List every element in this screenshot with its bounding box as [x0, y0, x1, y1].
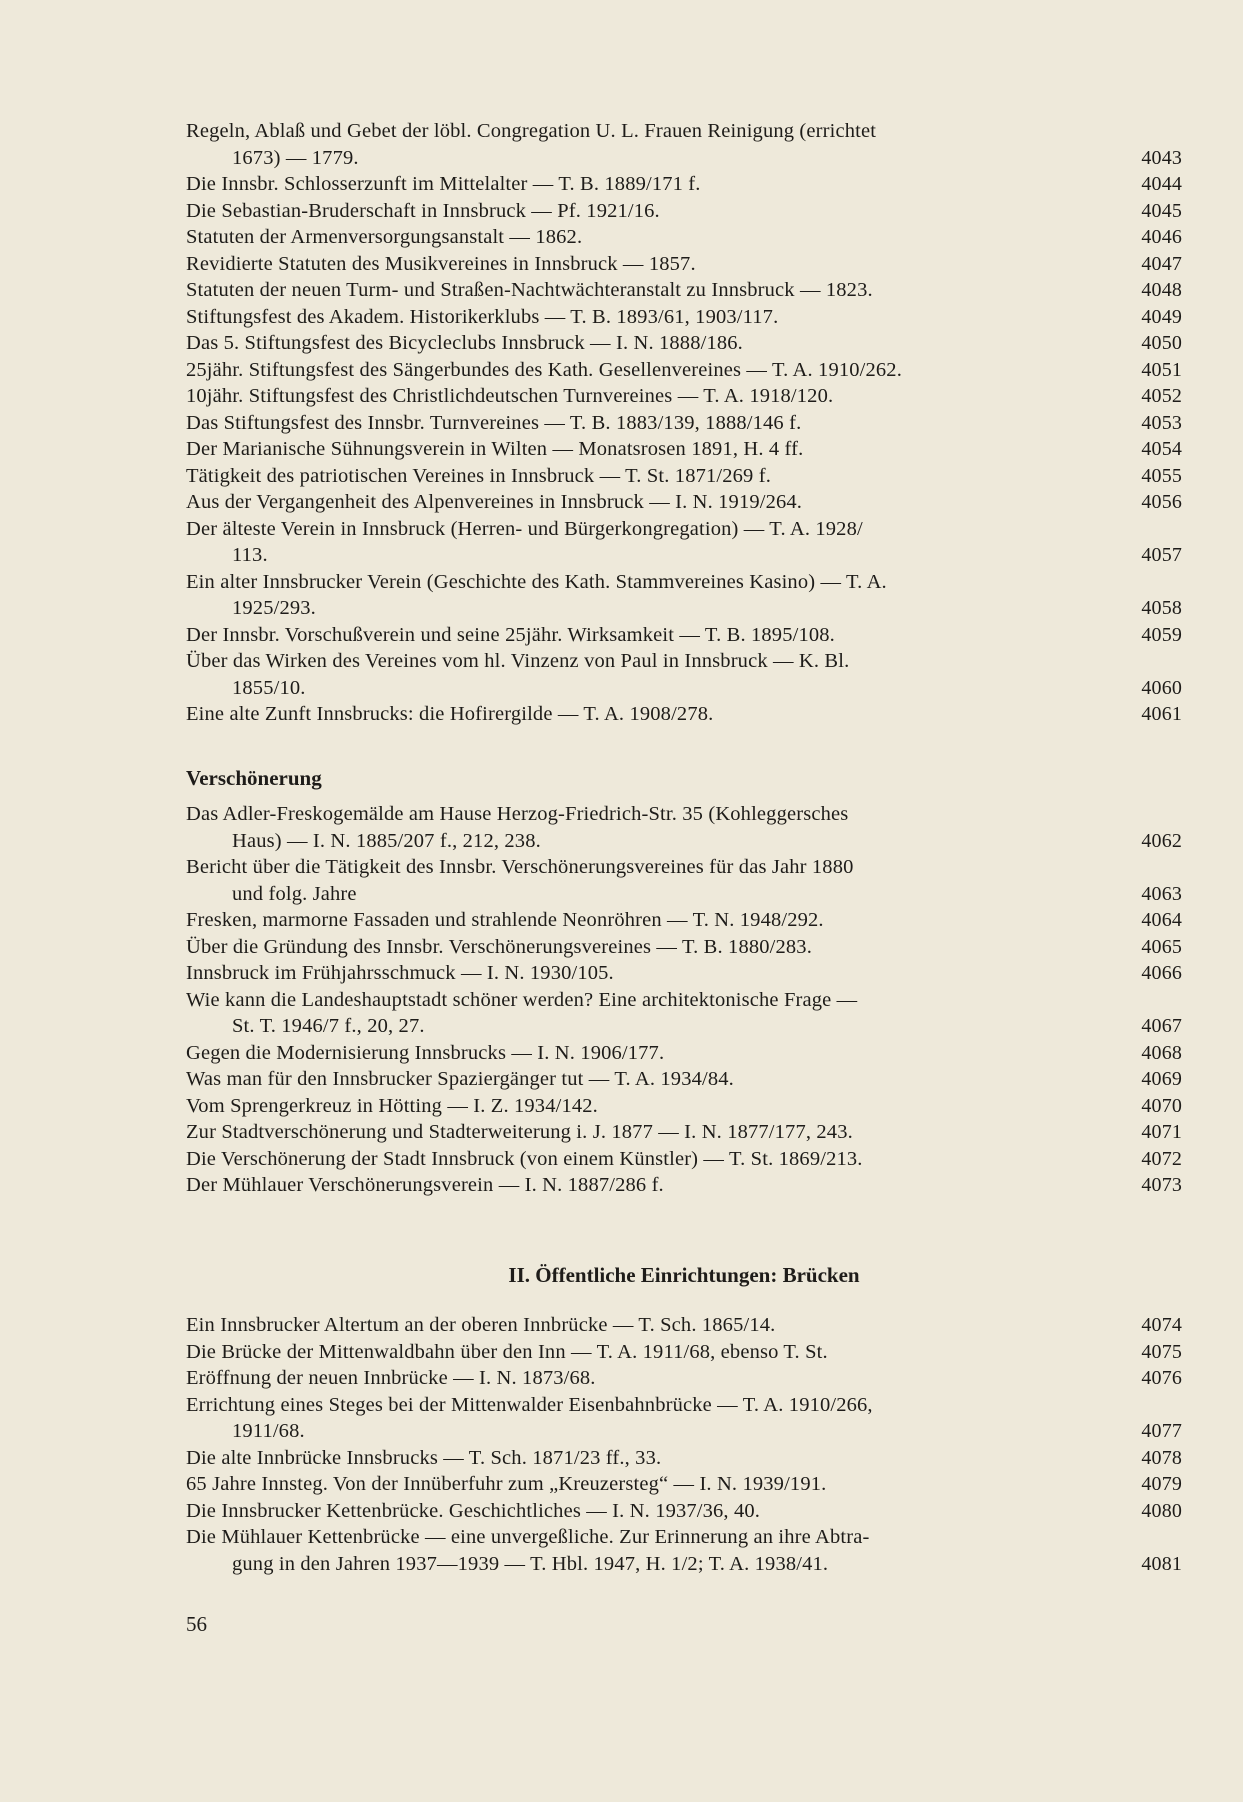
entry-number: 4050: [1141, 332, 1182, 354]
bibliography-entry: [186, 463, 1182, 490]
chapter-heading-bruecken: II. Öffentliche Einrichtungen: Brücken: [508, 1263, 860, 1287]
bibliography-entry: [186, 1365, 1182, 1392]
entry-text: Der Innsbr. Vorschußverein und seine 25jähr. Wirksamkeit — T. B. 1895/108.: [186, 623, 835, 646]
entry-list-bruecken: [186, 1312, 1182, 1577]
bibliography-entry: [186, 622, 1182, 649]
entry-text: Revidierte Statuten des Musikvereines in Innsbruck — 1857.: [186, 252, 696, 275]
bibliography-entry: [186, 1119, 1182, 1146]
entry-number: 4070: [1141, 1094, 1182, 1117]
entry-text: Gegen die Modernisierung Innsbrucks — I. N. 1906/177.: [186, 1041, 665, 1064]
bibliography-entry: [186, 1312, 1182, 1339]
bibliography-entry: [186, 410, 1182, 437]
bibliography-entry: [186, 1392, 1182, 1445]
entry-text-continuation: St. T. 1946/7 f., 20, 27.: [232, 1015, 425, 1037]
entry-text: Errichtung eines Steges bei der Mittenwalder Eisenbahnbrücke — T. A. 1910/266,: [186, 1393, 873, 1416]
entry-number: 4071: [1141, 1121, 1182, 1143]
entry-text: Fresken, marmorne Fassaden und strahlende Neonröhren — T. N. 1948/292.: [186, 909, 824, 931]
bibliography-entry: [186, 1172, 1182, 1199]
entry-list-verschoenerung: [186, 801, 1182, 1199]
entry-number: 4043: [1141, 146, 1182, 169]
entry-list-intro: [186, 118, 1182, 728]
entry-number: 4057: [1141, 544, 1182, 566]
entry-number: 4044: [1141, 173, 1182, 195]
bibliography-entry: [186, 304, 1182, 331]
entry-number: 4069: [1141, 1068, 1182, 1090]
entry-number: 4047: [1141, 252, 1182, 275]
entry-text: Der Mühlauer Verschönerungsverein — I. N. 1887/286 f.: [186, 1174, 664, 1196]
entry-number: 4081: [1141, 1552, 1182, 1575]
bibliography-entry: [186, 383, 1182, 410]
bibliography-entry: [186, 960, 1182, 987]
section-heading-verschoenerung: Verschönerung: [186, 766, 322, 790]
bibliography-entry: [186, 198, 1182, 225]
entry-text-continuation: 1911/68.: [232, 1420, 305, 1442]
entry-number: 4065: [1141, 935, 1182, 958]
entry-text: Der Marianische Sühnungsverein in Wilten — Monatsrosen 1891, H. 4 ff.: [186, 438, 804, 460]
entry-text: Eine alte Zunft Innsbrucks: die Hofirergilde — T. A. 1908/278.: [186, 703, 714, 725]
entry-text-continuation: 1925/293.: [232, 597, 316, 619]
entry-number: 4062: [1141, 829, 1182, 852]
bibliography-entry: [186, 987, 1182, 1040]
bibliography-entry: [186, 701, 1182, 728]
bibliography-entry: [186, 1066, 1182, 1093]
entry-text-continuation: 1855/10.: [232, 676, 306, 699]
entry-number: 4078: [1141, 1446, 1182, 1469]
entry-text: Wie kann die Landeshauptstadt schöner werden? Eine architektonische Frage —: [186, 988, 858, 1011]
entry-number: 4079: [1141, 1473, 1182, 1495]
entry-number: 4058: [1141, 597, 1182, 619]
entry-text-continuation: 113.: [232, 544, 268, 566]
entry-number: 4080: [1141, 1499, 1182, 1522]
entry-text: Die alte Innbrücke Innsbrucks — T. Sch. 1871/23 ff., 33.: [186, 1446, 662, 1469]
entry-text: Die Innsbrucker Kettenbrücke. Geschichtliches — I. N. 1937/36, 40.: [186, 1499, 761, 1522]
entry-number: 4054: [1141, 438, 1182, 460]
entry-text-continuation: und folg. Jahre: [232, 882, 357, 905]
entry-number: 4049: [1141, 305, 1182, 328]
bibliography-entry: [186, 224, 1182, 251]
bibliography-entry: [186, 854, 1182, 907]
entry-number: 4048: [1141, 279, 1182, 301]
entry-number: 4073: [1141, 1174, 1182, 1196]
entry-number: 4075: [1141, 1340, 1182, 1363]
entry-text: Die Brücke der Mittenwaldbahn über den Inn — T. A. 1911/68, ebenso T. St.: [186, 1340, 828, 1363]
entry-text: Das 5. Stiftungsfest des Bicycleclubs Innsbruck — I. N. 1888/186.: [186, 332, 743, 354]
bibliography-entry: [186, 569, 1182, 622]
bibliography-entry: [186, 357, 1182, 384]
entry-text: Über das Wirken des Vereines vom hl. Vinzenz von Paul in Innsbruck — K. Bl.: [186, 650, 850, 672]
entry-text: Eröffnung der neuen Innbrücke — I. N. 1873/68.: [186, 1367, 596, 1389]
entry-text: Tätigkeit des patriotischen Vereines in Innsbruck — T. St. 1871/269 f.: [186, 464, 771, 487]
entry-number: 4056: [1141, 491, 1182, 513]
entry-number: 4051: [1141, 358, 1182, 381]
bibliography-entry: [186, 1040, 1182, 1067]
entry-number: 4053: [1141, 411, 1182, 434]
entry-text: Die Sebastian-Bruderschaft in Innsbruck — Pf. 1921/16.: [186, 199, 660, 222]
entry-text: Statuten der neuen Turm- und Straßen-Nachtwächteranstalt zu Innsbruck — 1823.: [186, 279, 873, 301]
entry-text: Was man für den Innsbrucker Spaziergänger tut — T. A. 1934/84.: [186, 1068, 734, 1090]
entry-text: Über die Gründung des Innsbr. Verschönerungsvereines — T. B. 1880/283.: [186, 935, 812, 958]
entry-text: Das Stiftungsfest des Innsbr. Turnvereines — T. B. 1883/139, 1888/146 f.: [186, 411, 802, 434]
entry-number: 4055: [1141, 464, 1182, 487]
bibliography-entry: [186, 1093, 1182, 1120]
entry-text-continuation: Haus) — I. N. 1885/207 f., 212, 238.: [232, 829, 541, 852]
entry-number: 4072: [1141, 1147, 1182, 1170]
bibliography-entry: [186, 118, 1182, 171]
bibliography-entry: [186, 1471, 1182, 1498]
bibliography-entry: [186, 251, 1182, 278]
bibliography-entry: [186, 934, 1182, 961]
entry-text: Die Innsbr. Schlosserzunft im Mittelalter — T. B. 1889/171 f.: [186, 173, 701, 195]
entry-text: Die Mühlauer Kettenbrücke — eine unvergeßliche. Zur Erinnerung an ihre Abtra-: [186, 1526, 870, 1548]
entry-text-continuation: gung in den Jahren 1937—1939 — T. Hbl. 1947, H. 1/2; T. A. 1938/41.: [232, 1552, 829, 1575]
entry-number: 4068: [1141, 1041, 1182, 1064]
bibliography-entry: [186, 1445, 1182, 1472]
entry-number: 4061: [1141, 703, 1182, 725]
entry-text: Das Adler-Freskogemälde am Hause Herzog-Friedrich-Str. 35 (Kohleggersches: [186, 803, 849, 825]
bibliography-entry: [186, 516, 1182, 569]
bibliography-entry: [186, 277, 1182, 304]
entry-text: Innsbruck im Frühjahrsschmuck — I. N. 1930/105.: [186, 962, 614, 984]
entry-text: 10jähr. Stiftungsfest des Christlichdeutschen Turnvereines — T. A. 1918/120.: [186, 385, 834, 407]
entry-number: 4045: [1141, 199, 1182, 222]
entry-text: 25jähr. Stiftungsfest des Sängerbundes des Kath. Gesellenvereines — T. A. 1910/262.: [186, 358, 902, 381]
entry-text: Ein Innsbrucker Altertum an der oberen Innbrücke — T. Sch. 1865/14.: [186, 1314, 776, 1336]
entry-text: Zur Stadtverschönerung und Stadterweiterung i. J. 1877 — I. N. 1877/177, 243.: [186, 1121, 853, 1143]
bibliography-entry: [186, 648, 1182, 701]
entry-number: 4076: [1141, 1367, 1182, 1389]
entry-text: Stiftungsfest des Akadem. Historikerklubs — T. B. 1893/61, 1903/117.: [186, 305, 779, 328]
bibliography-entry: [186, 1339, 1182, 1366]
entry-text: Ein alter Innsbrucker Verein (Geschichte des Kath. Stammvereines Kasino) — T. A.: [186, 570, 887, 593]
entry-number: 4077: [1141, 1420, 1182, 1442]
entry-text: Aus der Vergangenheit des Alpenvereines in Innsbruck — I. N. 1919/264.: [186, 491, 803, 513]
entry-number: 4060: [1141, 676, 1182, 699]
bibliography-entry: [186, 489, 1182, 516]
bibliography-entry: [186, 1498, 1182, 1525]
bibliography-entry: [186, 801, 1182, 854]
entry-number: 4066: [1141, 962, 1182, 984]
entry-text: 65 Jahre Innsteg. Von der Innüberfuhr zum „Kreuzersteg“ — I. N. 1939/191.: [186, 1473, 827, 1495]
entry-text: Vom Sprengerkreuz in Hötting — I. Z. 1934/142.: [186, 1094, 598, 1117]
entry-text: Regeln, Ablaß und Gebet der löbl. Congregation U. L. Frauen Reinigung (errichtet: [186, 120, 877, 142]
entry-text-continuation: 1673) — 1779.: [232, 146, 359, 169]
bibliography-entry: [186, 330, 1182, 357]
entry-text: Bericht über die Tätigkeit des Innsbr. Verschönerungsvereines für das Jahr 1880: [186, 856, 854, 878]
entry-number: 4074: [1141, 1314, 1182, 1336]
entry-text: Die Verschönerung der Stadt Innsbruck (von einem Künstler) — T. St. 1869/213.: [186, 1147, 863, 1170]
entry-number: 4067: [1141, 1015, 1182, 1037]
bibliography-entry: [186, 907, 1182, 934]
page-number: 56: [186, 1612, 207, 1636]
bibliography-entry: [186, 436, 1182, 463]
bibliography-entry: [186, 1146, 1182, 1173]
entry-text: Statuten der Armenversorgungsanstalt — 1862.: [186, 226, 583, 248]
entry-number: 4052: [1141, 385, 1182, 407]
entry-number: 4063: [1141, 882, 1182, 905]
bibliography-entry: [186, 171, 1182, 198]
entry-number: 4064: [1141, 909, 1182, 931]
bibliography-entry: [186, 1524, 1182, 1577]
entry-number: 4059: [1141, 623, 1182, 646]
entry-text: Der älteste Verein in Innsbruck (Herren- und Bürgerkongregation) — T. A. 1928/: [186, 517, 863, 540]
entry-number: 4046: [1141, 226, 1182, 248]
